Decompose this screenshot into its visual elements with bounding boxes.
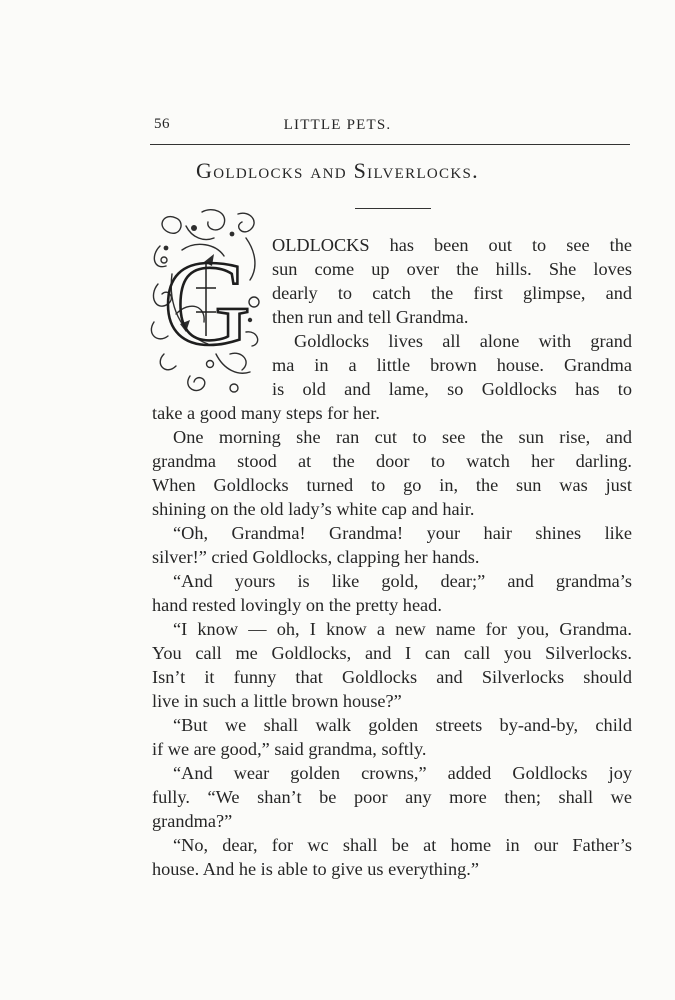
floral-ornamental-initial-icon [146, 204, 268, 400]
running-head: LITTLE PETS. [283, 117, 392, 133]
paragraph-line: grandma?” [152, 811, 233, 831]
paragraph-line: if we are good,” said grandma, softly. [152, 739, 427, 759]
paragraph-line: “But we shall walk golden streets by-and-by, child [173, 715, 632, 735]
page-number: 56 [154, 116, 170, 132]
drop-cap-letter: G [162, 236, 252, 371]
paragraph-line: silver!” cried Goldlocks, clapping her hands. [152, 547, 480, 567]
paragraph-line: When Goldlocks turned to go in, the sun was just [152, 475, 632, 495]
paragraph-line: “I know — oh, I know a new name for you, Grandma. [173, 619, 632, 639]
paragraph-line: hand rested lovingly on the pretty head. [152, 595, 442, 615]
paragraph-line: then run and tell Grandma. [272, 307, 469, 327]
paragraph-line: is old and lame, so Goldlocks has to [272, 379, 632, 399]
paragraph-line: sun come up over the hills. She loves [272, 259, 632, 279]
paragraph-line: You call me Goldlocks, and I can call you Silverlocks. [152, 643, 632, 663]
paragraph-line: Goldlocks lives all alone with grand [294, 331, 632, 351]
paragraph-line: dearly to catch the first glimpse, and [272, 283, 632, 303]
paragraph-line: house. And he is able to give us everything.” [152, 859, 479, 879]
paragraph-line: One morning she ran cut to see the sun rise, and [173, 427, 632, 447]
paragraph-line: grandma stood at the door to watch her darling. [152, 451, 632, 471]
header-rule [150, 144, 630, 145]
paragraph-line: Isn’t it funny that Goldlocks and Silverlocks should [152, 667, 632, 687]
title-rule [355, 208, 431, 209]
paragraph-line: “And yours is like gold, dear;” and grandma’s [173, 571, 632, 591]
paragraph-line: “No, dear, for wc shall be at home in our Father’s [173, 835, 632, 855]
paragraph-line: shining on the old lady’s white cap and hair. [152, 499, 475, 519]
paragraph-line: ma in a little brown house. Grandma [272, 355, 632, 375]
paragraph-line: OLDLOCKS has been out to see the [272, 235, 632, 255]
story-title: Goldlocks and Silverlocks. [196, 158, 479, 183]
paragraph-line: fully. “We shan’t be poor any more then; shall we [152, 787, 632, 807]
paragraph-line: “And wear golden crowns,” added Goldlocks joy [173, 763, 632, 783]
paragraph-line: live in such a little brown house?” [152, 691, 402, 711]
paragraph-line: “Oh, Grandma! Grandma! your hair shines like [173, 523, 632, 543]
paragraph-line: take a good many steps for her. [152, 403, 380, 423]
